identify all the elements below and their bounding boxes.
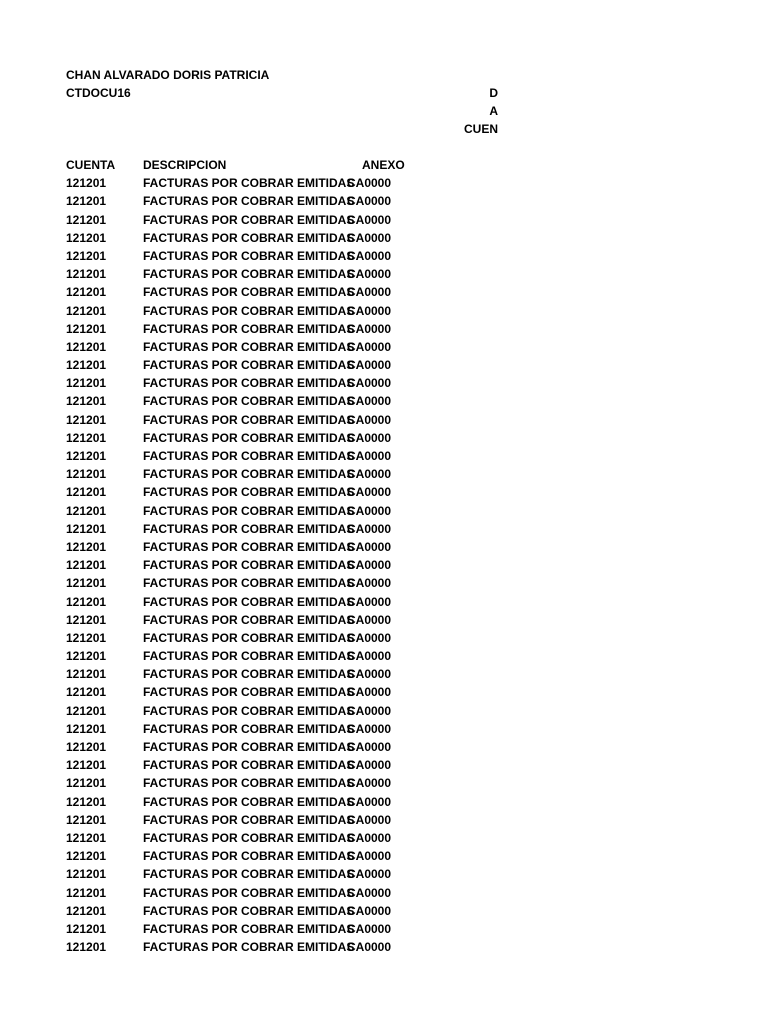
cell-cuenta: 121201	[66, 394, 107, 409]
cell-descripcion: FACTURAS POR COBRAR EMITIDAS	[143, 885, 355, 900]
cell-anexo: CA0000	[347, 649, 392, 664]
cell-descripcion: FACTURAS POR COBRAR EMITIDAS	[143, 576, 355, 591]
table-row	[66, 758, 766, 776]
table-row	[66, 904, 766, 922]
table-row	[66, 685, 766, 703]
table-row	[66, 504, 766, 522]
cell-cuenta: 121201	[66, 539, 107, 554]
cell-anexo: CA0000	[347, 394, 392, 409]
cell-descripcion: FACTURAS POR COBRAR EMITIDAS	[143, 449, 355, 463]
cell-anexo: CA0000	[347, 758, 392, 773]
cell-cuenta: 121201	[66, 721, 107, 736]
table-row	[66, 176, 766, 194]
cell-cuenta: 121201	[66, 649, 107, 664]
cell-anexo: CA0000	[347, 576, 392, 591]
right-header-line-2: A	[489, 104, 498, 118]
cell-cuenta: 121201	[66, 412, 107, 427]
cell-descripcion: FACTURAS POR COBRAR EMITIDAS	[143, 467, 355, 482]
table-row	[66, 813, 766, 831]
cell-anexo: CA0000	[347, 812, 392, 827]
table-row	[66, 740, 766, 758]
cell-descripcion: FACTURAS POR COBRAR EMITIDAS	[143, 358, 355, 373]
cell-anexo: CA0000	[347, 558, 392, 573]
cell-cuenta: 121201	[66, 740, 107, 754]
cell-descripcion: FACTURAS POR COBRAR EMITIDAS	[143, 812, 355, 827]
cell-descripcion: FACTURAS POR COBRAR EMITIDAS	[143, 830, 355, 845]
cell-anexo: CA0000	[347, 667, 392, 682]
table-row	[66, 558, 766, 576]
cell-anexo: CA0000	[347, 285, 392, 300]
table-row	[66, 194, 766, 212]
cell-anexo: CA0000	[347, 685, 392, 700]
cell-descripcion: FACTURAS POR COBRAR EMITIDAS	[143, 303, 355, 318]
cell-cuenta: 121201	[66, 449, 107, 463]
table-row	[66, 394, 766, 412]
cell-descripcion: FACTURAS POR COBRAR EMITIDAS	[143, 394, 355, 409]
cell-anexo: CA0000	[347, 358, 392, 373]
cell-descripcion: FACTURAS POR COBRAR EMITIDAS	[143, 430, 355, 445]
cell-cuenta: 121201	[66, 267, 107, 282]
cell-descripcion: FACTURAS POR COBRAR EMITIDAS	[143, 667, 355, 682]
table-row	[66, 485, 766, 503]
cell-cuenta: 121201	[66, 521, 107, 536]
cell-anexo: CA0000	[347, 194, 392, 209]
cell-descripcion: FACTURAS POR COBRAR EMITIDAS	[143, 794, 355, 809]
cell-anexo: CA0000	[347, 485, 392, 500]
cell-anexo: CA0000	[347, 830, 392, 845]
company-name: CHAN ALVARADO DORIS PATRICIA	[66, 68, 270, 82]
cell-cuenta: 121201	[66, 485, 107, 500]
cell-anexo: CA0000	[347, 430, 392, 445]
cell-anexo: CA0000	[347, 412, 392, 427]
cell-descripcion: FACTURAS POR COBRAR EMITIDAS	[143, 776, 355, 791]
cell-anexo: CA0000	[347, 321, 392, 336]
table-row	[66, 467, 766, 485]
cell-descripcion: FACTURAS POR COBRAR EMITIDAS	[143, 867, 355, 882]
cell-anexo: CA0000	[347, 921, 392, 936]
cell-anexo: CA0000	[347, 740, 392, 754]
table-body	[66, 176, 766, 958]
cell-cuenta: 121201	[66, 503, 107, 518]
cell-descripcion: FACTURAS POR COBRAR EMITIDAS	[143, 212, 355, 227]
cell-descripcion: FACTURAS POR COBRAR EMITIDAS	[143, 321, 355, 336]
cell-anexo: CA0000	[347, 449, 392, 463]
cell-cuenta: 121201	[66, 230, 107, 245]
cell-anexo: CA0000	[347, 794, 392, 809]
table-row	[66, 376, 766, 394]
cell-cuenta: 121201	[66, 339, 107, 354]
cell-anexo: CA0000	[347, 903, 392, 918]
cell-anexo: CA0000	[347, 721, 392, 736]
cell-cuenta: 121201	[66, 667, 107, 682]
cell-anexo: CA0000	[347, 376, 392, 391]
right-header-line-3: CUEN	[463, 122, 498, 136]
cell-anexo: CA0000	[347, 212, 392, 227]
cell-descripcion: FACTURAS POR COBRAR EMITIDAS	[143, 849, 355, 864]
table-row	[66, 776, 766, 794]
cell-anexo: CA0000	[347, 467, 392, 482]
table-row	[66, 413, 766, 431]
cell-descripcion: FACTURAS POR COBRAR EMITIDAS	[143, 703, 355, 718]
cell-cuenta: 121201	[66, 467, 107, 482]
cell-cuenta: 121201	[66, 212, 107, 227]
cell-descripcion: FACTURAS POR COBRAR EMITIDAS	[143, 376, 355, 391]
table-row	[66, 449, 766, 467]
cell-cuenta: 121201	[66, 630, 107, 645]
accounts-table	[66, 158, 766, 958]
cell-descripcion: FACTURAS POR COBRAR EMITIDAS	[143, 612, 355, 627]
cell-descripcion: FACTURAS POR COBRAR EMITIDAS	[143, 740, 355, 754]
table-row	[66, 304, 766, 322]
cell-descripcion: FACTURAS POR COBRAR EMITIDAS	[143, 721, 355, 736]
table-row	[66, 322, 766, 340]
cell-cuenta: 121201	[66, 558, 107, 573]
cell-descripcion: FACTURAS POR COBRAR EMITIDAS	[143, 921, 355, 936]
table-row	[66, 285, 766, 303]
cell-cuenta: 121201	[66, 358, 107, 373]
table-row	[66, 431, 766, 449]
cell-descripcion: FACTURAS POR COBRAR EMITIDAS	[143, 230, 355, 245]
cell-descripcion: FACTURAS POR COBRAR EMITIDAS	[143, 940, 355, 955]
cell-anexo: CA0000	[347, 248, 392, 263]
cell-anexo: CA0000	[347, 521, 392, 536]
column-header-descripcion: DESCRIPCION	[143, 158, 227, 172]
cell-anexo: CA0000	[347, 612, 392, 627]
table-row	[66, 358, 766, 376]
cell-descripcion: FACTURAS POR COBRAR EMITIDAS	[143, 758, 355, 773]
table-row	[66, 613, 766, 631]
column-header-anexo: ANEXO	[362, 158, 405, 172]
cell-cuenta: 121201	[66, 794, 107, 809]
table-row	[66, 886, 766, 904]
cell-descripcion: FACTURAS POR COBRAR EMITIDAS	[143, 521, 355, 536]
table-row	[66, 576, 766, 594]
cell-cuenta: 121201	[66, 376, 107, 391]
table-row	[66, 249, 766, 267]
cell-descripcion: FACTURAS POR COBRAR EMITIDAS	[143, 485, 355, 500]
cell-cuenta: 121201	[66, 303, 107, 318]
table-row	[66, 667, 766, 685]
cell-descripcion: FACTURAS POR COBRAR EMITIDAS	[143, 176, 355, 191]
cell-descripcion: FACTURAS POR COBRAR EMITIDAS	[143, 630, 355, 645]
cell-cuenta: 121201	[66, 830, 107, 845]
cell-descripcion: FACTURAS POR COBRAR EMITIDAS	[143, 558, 355, 573]
cell-cuenta: 121201	[66, 321, 107, 336]
cell-cuenta: 121201	[66, 758, 107, 773]
column-header-cuenta: CUENTA	[66, 158, 116, 172]
table-row	[66, 522, 766, 540]
cell-anexo: CA0000	[347, 594, 392, 609]
cell-cuenta: 121201	[66, 576, 107, 591]
cell-descripcion: FACTURAS POR COBRAR EMITIDAS	[143, 285, 355, 300]
table-row	[66, 231, 766, 249]
cell-anexo: CA0000	[347, 849, 392, 864]
cell-anexo: CA0000	[347, 776, 392, 791]
table-row	[66, 631, 766, 649]
cell-cuenta: 121201	[66, 176, 107, 191]
cell-cuenta: 121201	[66, 885, 107, 900]
table-row	[66, 867, 766, 885]
cell-anexo: CA0000	[347, 339, 392, 354]
cell-anexo: CA0000	[347, 230, 392, 245]
cell-anexo: CA0000	[347, 267, 392, 282]
table-row	[66, 831, 766, 849]
cell-cuenta: 121201	[66, 285, 107, 300]
cell-anexo: CA0000	[347, 703, 392, 718]
table-row	[66, 540, 766, 558]
cell-cuenta: 121201	[66, 612, 107, 627]
cell-anexo: CA0000	[347, 176, 392, 191]
table-row	[66, 595, 766, 613]
cell-cuenta: 121201	[66, 776, 107, 791]
cell-anexo: CA0000	[347, 867, 392, 882]
table-row	[66, 267, 766, 285]
cell-cuenta: 121201	[66, 940, 107, 955]
cell-descripcion: FACTURAS POR COBRAR EMITIDAS	[143, 649, 355, 664]
cell-cuenta: 121201	[66, 194, 107, 209]
cell-descripcion: FACTURAS POR COBRAR EMITIDAS	[143, 685, 355, 700]
right-header-line-1: D	[489, 86, 498, 100]
table-row	[66, 704, 766, 722]
cell-descripcion: FACTURAS POR COBRAR EMITIDAS	[143, 248, 355, 263]
table-row	[66, 795, 766, 813]
cell-cuenta: 121201	[66, 703, 107, 718]
cell-descripcion: FACTURAS POR COBRAR EMITIDAS	[143, 594, 355, 609]
cell-cuenta: 121201	[66, 867, 107, 882]
table-row	[66, 849, 766, 867]
cell-cuenta: 121201	[66, 594, 107, 609]
cell-cuenta: 121201	[66, 685, 107, 700]
table-row	[66, 649, 766, 667]
table-row	[66, 722, 766, 740]
cell-descripcion: FACTURAS POR COBRAR EMITIDAS	[143, 903, 355, 918]
cell-descripcion: FACTURAS POR COBRAR EMITIDAS	[143, 339, 355, 354]
cell-descripcion: FACTURAS POR COBRAR EMITIDAS	[143, 503, 355, 518]
cell-cuenta: 121201	[66, 430, 107, 445]
cell-anexo: CA0000	[347, 630, 392, 645]
cell-anexo: CA0000	[347, 885, 392, 900]
cell-anexo: CA0000	[347, 303, 392, 318]
cell-anexo: CA0000	[347, 940, 392, 955]
cell-anexo: CA0000	[347, 539, 392, 554]
table-header-row	[66, 158, 766, 176]
cell-cuenta: 121201	[66, 903, 107, 918]
cell-descripcion: FACTURAS POR COBRAR EMITIDAS	[143, 539, 355, 554]
cell-cuenta: 121201	[66, 812, 107, 827]
table-row	[66, 940, 766, 958]
cell-descripcion: FACTURAS POR COBRAR EMITIDAS	[143, 194, 355, 209]
cell-anexo: CA0000	[347, 503, 392, 518]
cell-cuenta: 121201	[66, 248, 107, 263]
cell-cuenta: 121201	[66, 921, 107, 936]
table-row	[66, 922, 766, 940]
report-code: CTDOCU16	[66, 86, 131, 100]
cell-descripcion: FACTURAS POR COBRAR EMITIDAS	[143, 412, 355, 427]
cell-descripcion: FACTURAS POR COBRAR EMITIDAS	[143, 267, 355, 282]
table-row	[66, 340, 766, 358]
table-row	[66, 213, 766, 231]
cell-cuenta: 121201	[66, 849, 107, 864]
